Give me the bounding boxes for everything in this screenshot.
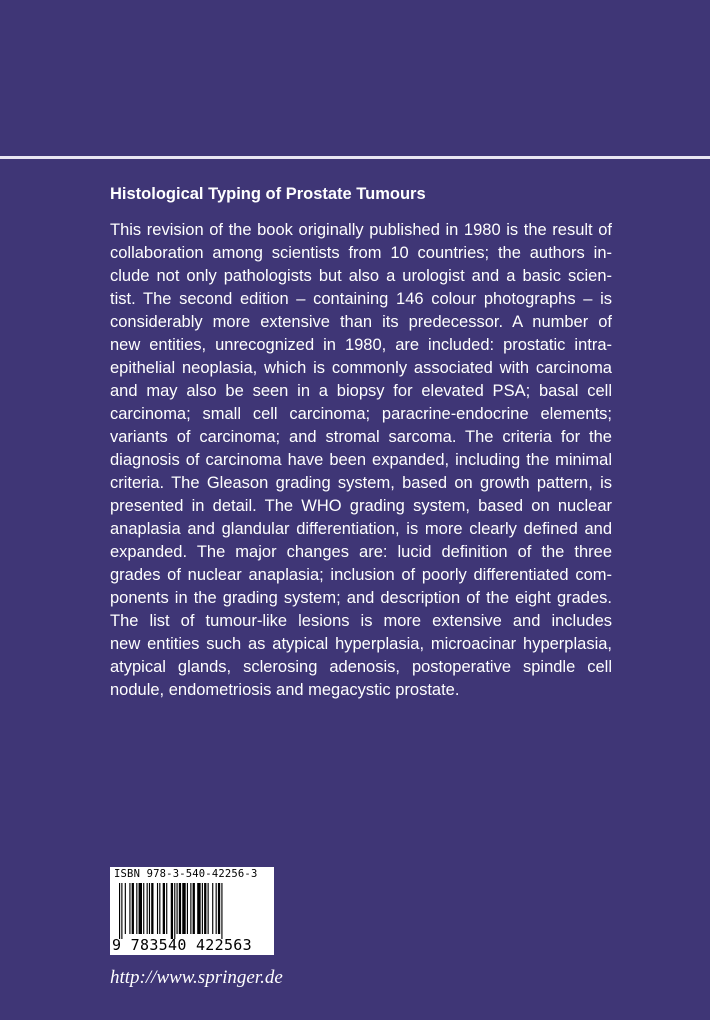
description-line: epithelial neoplasia, which is commonly associated with carcinoma xyxy=(110,359,612,377)
description-line: The list of tumour-like lesions is more extensive and includes xyxy=(110,612,612,630)
description-line: considerably more extensive than its predecessor. A number of xyxy=(110,313,612,331)
barcode-bar xyxy=(182,883,185,934)
barcode-bar xyxy=(166,883,167,934)
barcode-bar xyxy=(157,883,158,934)
description-text xyxy=(110,219,612,702)
description-line: diagnosis of carcinoma have been expanded, including the minimal xyxy=(110,451,612,469)
barcode-bar xyxy=(202,883,203,934)
barcode-bar xyxy=(174,883,175,939)
barcode-bar xyxy=(129,883,130,934)
barcode xyxy=(110,867,274,955)
description-line: expanded. The major changes are: lucid definition of the three xyxy=(110,543,612,561)
barcode-bar xyxy=(197,883,200,934)
barcode-bar xyxy=(177,883,178,934)
publisher-url[interactable]: http://www.springer.de xyxy=(110,967,283,988)
barcode-bar xyxy=(216,883,217,934)
barcode-bar xyxy=(121,883,122,939)
description-line: grades of nuclear anaplasia; inclusion of poorly differentiated com- xyxy=(110,566,612,584)
description-line: atypical glands, sclerosing adenosis, postoperative spindle cell xyxy=(110,658,612,676)
barcode-bar xyxy=(171,883,173,939)
book-title: Histological Typing of Prostate Tumours xyxy=(110,185,426,203)
barcode-bar xyxy=(179,883,181,934)
barcode-bar xyxy=(204,883,206,934)
description-line: carcinoma; small cell carcinoma; paracrine-endocrine elements; xyxy=(110,405,612,423)
description-line: tist. The second edition – containing 146 colour photographs – is xyxy=(110,290,612,308)
barcode-bar xyxy=(149,883,150,934)
barcode-bars xyxy=(118,883,268,939)
description-line: criteria. The Gleason grading system, based on growth pattern, is xyxy=(110,474,612,492)
barcode-bar xyxy=(143,883,144,934)
description-line: nodule, endometriosis and megacystic prostate. xyxy=(110,681,460,699)
barcode-bar xyxy=(218,883,220,934)
barcode-bar xyxy=(151,883,153,934)
description-line: new entities, unrecognized in 1980, are included: prostatic intra- xyxy=(110,336,612,354)
barcode-bar xyxy=(132,883,134,934)
description-line: and may also be seen in a biopsy for elevated PSA; basal cell xyxy=(110,382,612,400)
description-line: clude not only pathologists but also a urologist and a basic scien- xyxy=(110,267,612,285)
barcode-bar xyxy=(193,883,195,934)
barcode-bar xyxy=(125,883,126,934)
description-line: collaboration among scientists from 10 countries; the authors in- xyxy=(110,244,612,262)
barcode-bar xyxy=(163,883,165,934)
description-line: anaplasia and glandular differentiation, is more clearly defined and xyxy=(110,520,612,538)
barcode-bar xyxy=(119,883,120,939)
barcode-bar xyxy=(147,883,148,934)
barcode-bar xyxy=(212,883,213,934)
barcode-bar xyxy=(139,883,142,934)
barcode-bar xyxy=(136,883,137,934)
barcode-bar xyxy=(187,883,188,934)
ean-number: 9 783540 422563 xyxy=(112,936,252,954)
description-line: presented in detail. The WHO grading system, based on nuclear xyxy=(110,497,612,515)
barcode-bar xyxy=(190,883,191,934)
isbn-label: ISBN 978-3-540-42256-3 xyxy=(114,868,258,880)
barcode-bar xyxy=(221,883,222,939)
description-line: ponents in the grading system; and description of the eight grades. xyxy=(110,589,612,607)
barcode-bar xyxy=(208,883,209,934)
description-line: This revision of the book originally published in 1980 is the result of xyxy=(110,221,612,239)
barcode-bar xyxy=(159,883,160,934)
description-line: new entities such as atypical hyperplasia, microacinar hyperplasia, xyxy=(110,635,612,653)
description-line: variants of carcinoma; and stromal sarcoma. The criteria for the xyxy=(110,428,612,446)
divider-line xyxy=(0,156,710,159)
